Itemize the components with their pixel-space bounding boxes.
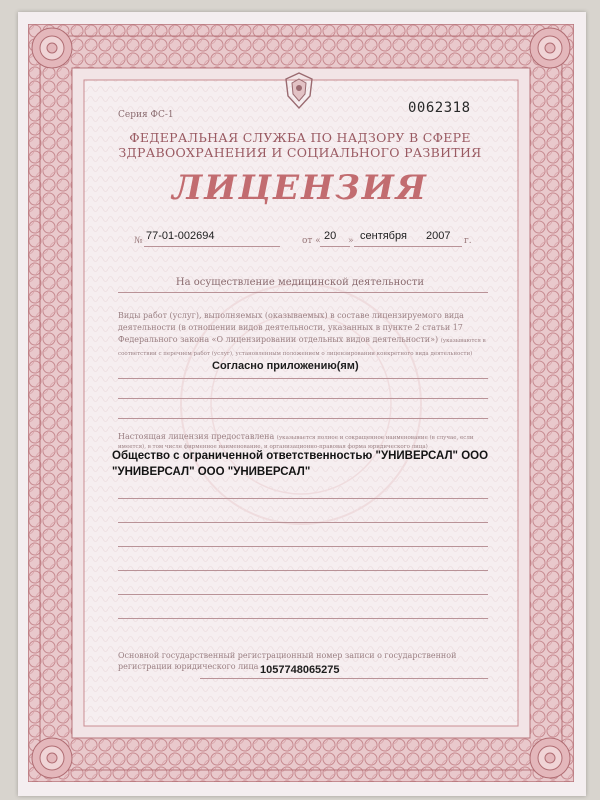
blank-line-1 — [118, 398, 488, 399]
holder-label-text: Настоящая лицензия предоставлена — [118, 432, 275, 441]
number-sign: № — [134, 236, 143, 246]
license-month: сентября — [360, 230, 407, 242]
document-number: 0062318 — [408, 100, 471, 116]
activity-description-note: (указываются в соответствии с перечнем работ (услуг), установленным положением о лицензировании конкретного вида деятельности) — [118, 338, 486, 357]
holder-line-2 — [118, 522, 488, 523]
holder-line-6 — [118, 618, 488, 619]
series-label: Серия ФС-1 — [118, 110, 174, 120]
activity-description-text: Виды работ (услуг), выполняемых (оказываемых) в составе лицензируемого вида деятельности (в отношении видов деятельности, указанных в пункте 2 статьи 17 Федерального закона «О лицензировании отдельных видов деятельности») — [118, 311, 464, 344]
ogrn-label: Основной государственный регистрационный номер записи о государственной регистрации юридического лица — [118, 651, 457, 671]
holder-line-5 — [118, 594, 488, 595]
holder-line-1 — [118, 498, 488, 499]
holder-label-note: (указывается полное и сокращенное наименование (в случае, если имеется), в том числе фирменное наименование, и организационно-правовая форма юридического лица) — [118, 435, 474, 450]
agency-name: ФЕДЕРАЛЬНАЯ СЛУЖБА ПО НАДЗОРУ В СФЕРЕ ЗДРАВООХРАНЕНИЯ И СОЦИАЛЬНОГО РАЗВИТИЯ — [118, 130, 482, 160]
holder-line-4 — [118, 570, 488, 571]
activity-description — [118, 310, 488, 360]
license-number: 77-01-002694 — [146, 230, 215, 242]
ogrn-underline — [200, 678, 488, 679]
ogrn-value: 1057748065275 — [260, 664, 340, 676]
appendix-underline — [118, 378, 488, 379]
blank-line-2 — [118, 418, 488, 419]
activity-underline — [118, 292, 488, 293]
license-day: 20 — [324, 230, 337, 242]
day-close-quote: » — [348, 236, 354, 246]
activity-value: Согласно приложению(ям) — [212, 360, 359, 372]
license-year: 2007 — [426, 230, 451, 242]
holder-line-3 — [118, 546, 488, 547]
year-suffix: г. — [464, 236, 472, 246]
activity-title: На осуществление медицинской деятельности — [175, 277, 425, 288]
document-title: ЛИЦЕНЗИЯ — [172, 168, 428, 208]
date-from-label: от « — [302, 236, 321, 246]
holder-name: Общество с ограниченной ответственностью "УНИВЕРСАЛ" ООО "УНИВЕРСАЛ" ООО "УНИВЕРСАЛ" — [112, 450, 489, 478]
